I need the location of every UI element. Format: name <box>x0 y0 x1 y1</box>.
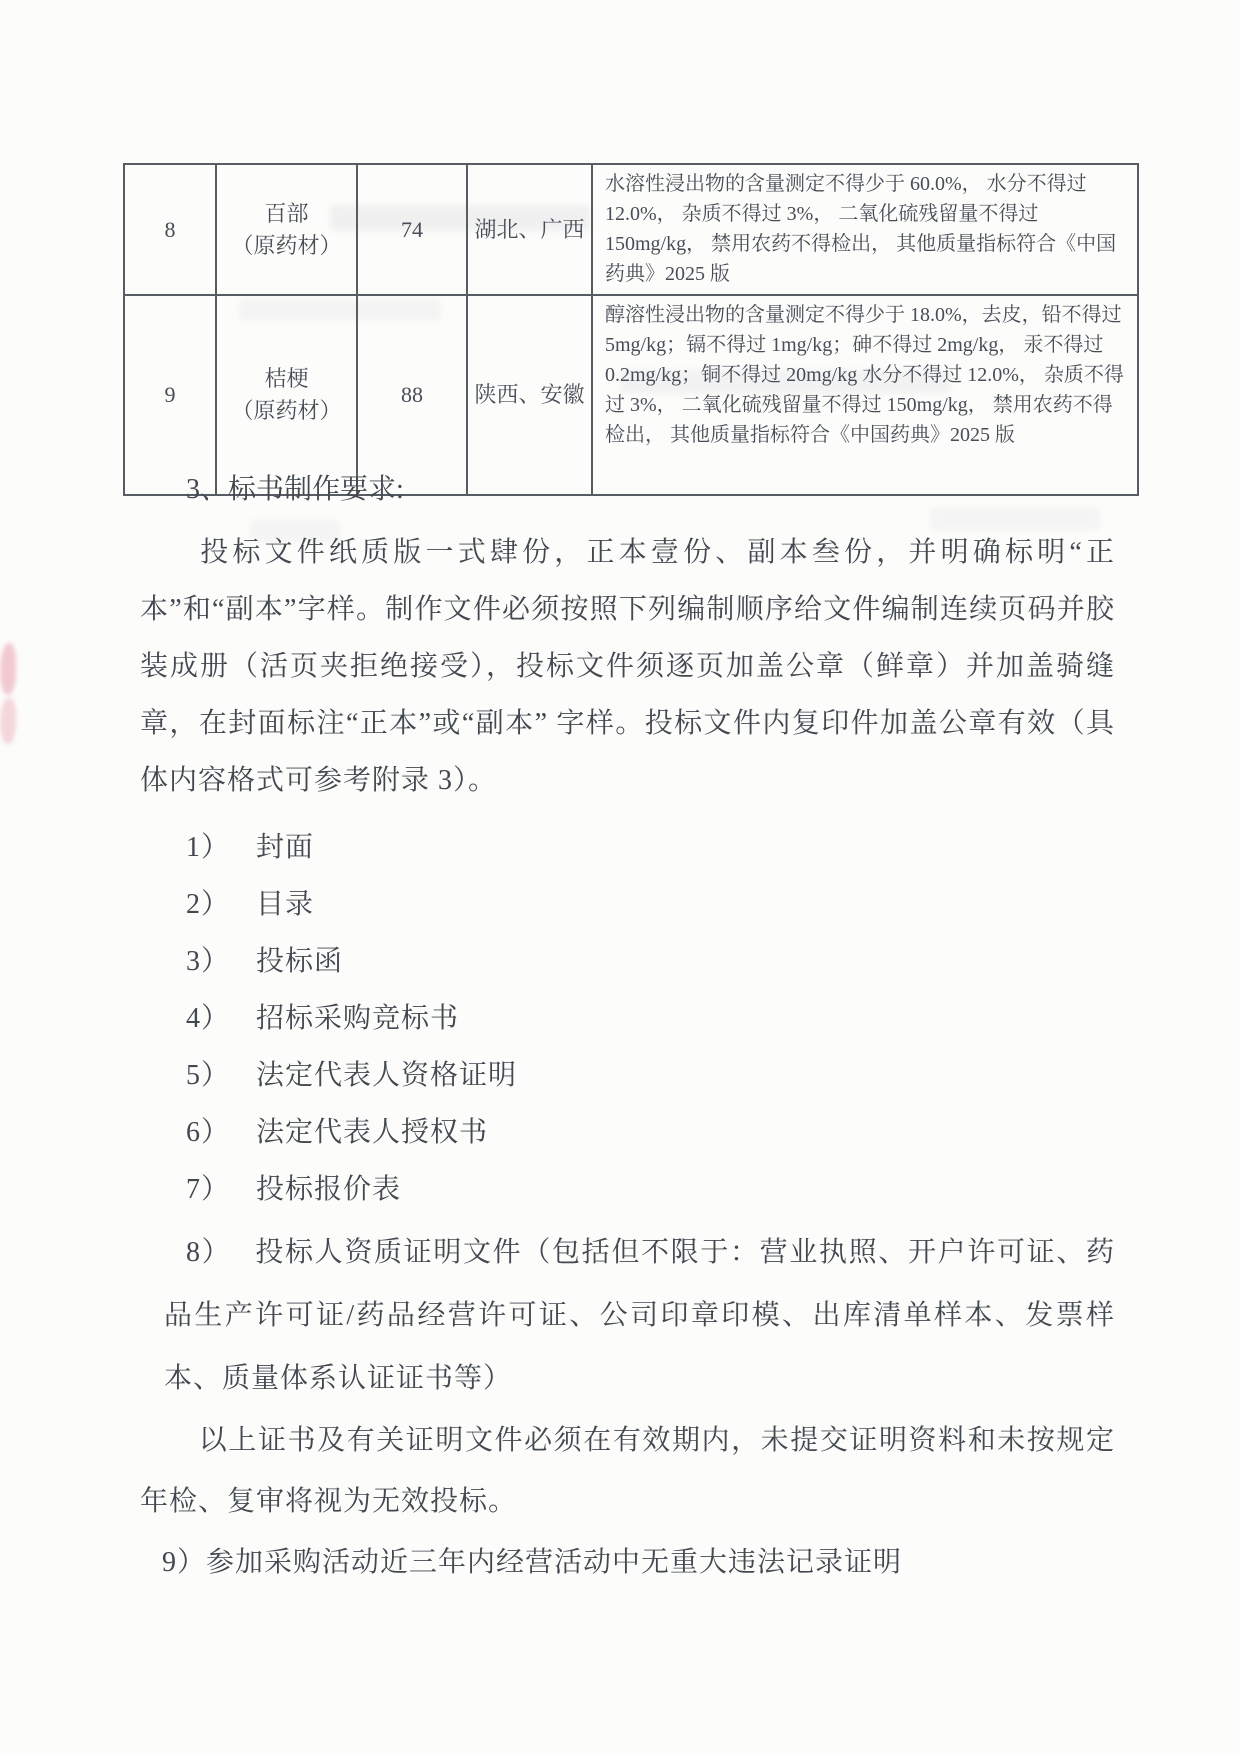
list-item-number: 8） <box>186 1237 232 1268</box>
list-item-number: 6） <box>186 1117 231 1148</box>
cell-quantity: 74 <box>357 164 467 295</box>
table-row <box>124 295 1138 495</box>
list-item-number: 2） <box>186 889 231 920</box>
list-item <box>140 876 1115 933</box>
herb-name: 百部 <box>264 200 309 226</box>
cell-quality-spec: 醇溶性浸出物的含量测定不得少于 18.0%，去皮，铅不得过 5mg/kg；镉不得过 1mg/kg；砷不得过 2mg/kg， 汞不得过 0.2mg/kg；铜不得过 20mg/kg 水分不得过 12.0%， 杂质不得过 3%， 二氧化硫残留量不得过 150mg/kg， 禁用农药不得检出， 其他质量指标符合《中国药典》2025 版 <box>592 295 1138 495</box>
list-item-text: 封面 <box>256 832 315 863</box>
list-item-text: 投标报价表 <box>256 1174 402 1205</box>
list-item-number: 4） <box>186 1003 231 1034</box>
section-heading: 3、标书制作要求: <box>186 474 404 505</box>
list-item-text: 招标采购竞标书 <box>256 1003 460 1034</box>
cell-row-number: 9 <box>124 295 216 495</box>
cell-row-number: 8 <box>124 164 216 295</box>
list-item <box>140 990 1115 1047</box>
cell-origin: 湖北、广西 <box>467 164 592 295</box>
cell-herb-name <box>216 164 357 295</box>
herb-form: （原药材） <box>231 398 342 423</box>
list-item-number: 7） <box>186 1174 231 1205</box>
document-body <box>140 470 1115 1594</box>
list-item <box>140 1047 1115 1104</box>
list-item-text: 投标函 <box>256 946 344 977</box>
herb-name: 桔梗 <box>264 366 309 391</box>
list-item <box>140 1104 1115 1161</box>
list-item-number: 1） <box>186 832 231 863</box>
list-item-number: 3） <box>186 946 231 977</box>
certificates-validity-paragraph: 以上证书及有关证明文件必须在有效期内，未提交证明资料和未按规定年检、复审将视为无效投标。 <box>140 1425 1115 1517</box>
cell-herb-name <box>216 295 357 495</box>
cell-quality-spec: 水溶性浸出物的含量测定不得少于 60.0%， 水分不得过 12.0%， 杂质不得过 3%， 二氧化硫残留量不得过 150mg/kg， 禁用农药不得检出， 其他质量指标符合《中国药典》2025 版 <box>592 164 1138 295</box>
list-item-text: 投标人资质证明文件（包括但不限于：营业执照、开户许可证、药品生产许可证/药品经营许可证、公司印章印模、出库清单样本、发票样本、质量体系认证证书等） <box>164 1237 1115 1394</box>
list-item-text: 法定代表人资格证明 <box>256 1060 518 1091</box>
list-item-text: 目录 <box>256 889 315 920</box>
list-item-number: 5） <box>186 1060 231 1091</box>
pink-ink-smudge <box>0 698 16 744</box>
list-item-text: 法定代表人授权书 <box>256 1117 489 1148</box>
cell-quantity: 88 <box>357 295 467 495</box>
bid-document-paragraph: 投标文件纸质版一式肆份，正本壹份、副本叁份，并明确标明“正本”和“副本”字样。制作文件必须按照下列编制顺序给文件编制连续页码并胶装成册（活页夹拒绝接受），投标文件须逐页加盖公章（鲜章）并加盖骑缝章，在封面标注“正本”或“副本” 字样。投标文件内复印件加盖公章有效（具体内容格式可参考附录 3）。 <box>140 537 1115 796</box>
herb-form: （原药材） <box>231 232 342 258</box>
bid-document-list <box>140 819 1115 1410</box>
table-row <box>124 164 1138 295</box>
list-item <box>140 933 1115 990</box>
pink-ink-smudge <box>0 643 16 695</box>
list-item <box>140 1221 1115 1410</box>
list-item: 9）参加采购活动近三年内经营活动中无重大违法记录证明 <box>162 1547 903 1578</box>
list-item <box>140 819 1115 876</box>
list-item <box>140 1161 1115 1218</box>
cell-origin: 陕西、安徽 <box>467 295 592 495</box>
herb-spec-table <box>123 163 1139 496</box>
